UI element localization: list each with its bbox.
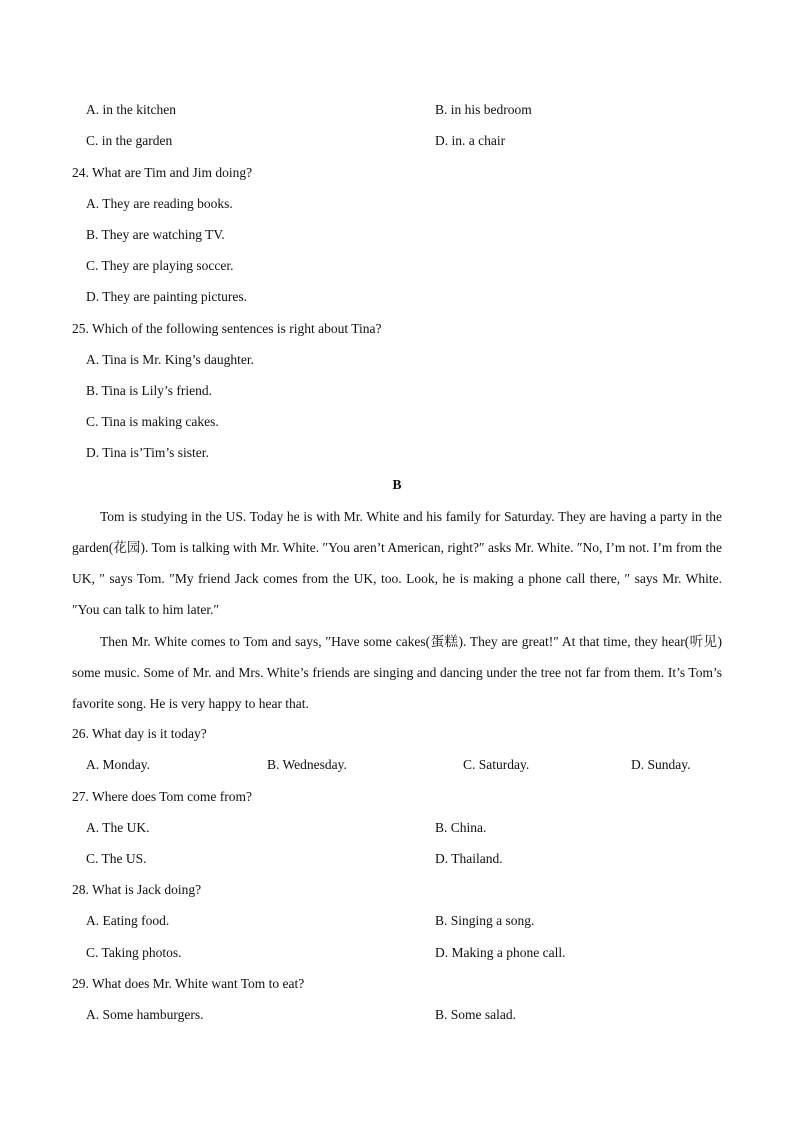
q23-option-d: D. in. a chair <box>435 133 506 148</box>
q23-option-a: A. in the kitchen <box>86 102 176 117</box>
q25-option-c: C. Tina is making cakes. <box>86 414 219 429</box>
q28-option-d: D. Making a phone call. <box>435 945 566 960</box>
q25-question: 25. Which of the following sentences is right about Tina? <box>72 321 382 336</box>
q27-option-b: B. China. <box>435 820 487 835</box>
q26-option-d: D. Sunday. <box>631 757 691 772</box>
q27-option-d: D. Thailand. <box>435 851 503 866</box>
q26-option-a: A. Monday. <box>86 757 150 772</box>
q24-option-d: D. They are painting pictures. <box>86 289 247 304</box>
q26-question: 26. What day is it today? <box>72 726 207 741</box>
passage-paragraph-2: Then Mr. White comes to Tom and says, ″Have some cakes(蛋糕). They are great!″ At that time, they hear(听见) some music. Some of Mr. and Mrs. White’s friends are singing and dancing under the tree not far from them. It’s Tom’s favorite song. He is very happy to hear that. <box>72 634 722 711</box>
q25-option-b: B. Tina is Lily’s friend. <box>86 383 213 398</box>
q24-option-c: C. They are playing soccer. <box>86 258 234 273</box>
q24-option-b: B. They are watching TV. <box>86 227 225 242</box>
q25-option-a: A. Tina is Mr. King’s daughter. <box>86 352 255 367</box>
q28-option-c: C. Taking photos. <box>86 945 182 960</box>
passage-paragraph-1: Tom is studying in the US. Today he is with Mr. White and his family for Saturday. They are having a party in the garden(花园). Tom is talking with Mr. White. ″You aren’t American, right?″ asks Mr. White. ″No, I’m not. I’m from the UK, ″ says Tom. ″My friend Jack comes from the UK, too. Look, he is making a phone call there, ″ says Mr. White. ″You can talk to him later.″ <box>72 509 722 617</box>
q24-option-a: A. They are reading books. <box>86 196 233 211</box>
q27-question: 27. Where does Tom come from? <box>72 789 253 804</box>
q28-question: 28. What is Jack doing? <box>72 882 202 897</box>
q26-option-c: C. Saturday. <box>463 757 530 772</box>
q28-option-a: A. Eating food. <box>86 913 170 928</box>
q29-option-b: B. Some salad. <box>435 1007 516 1022</box>
q27-option-c: C. The US. <box>86 851 147 866</box>
q26-option-b: B. Wednesday. <box>267 757 347 772</box>
q28-option-b: B. Singing a song. <box>435 913 535 928</box>
q23-option-c: C. in the garden <box>86 133 173 148</box>
q29-question: 29. What does Mr. White want Tom to eat? <box>72 976 305 991</box>
q24-question: 24. What are Tim and Jim doing? <box>72 165 253 180</box>
section-b-title: B <box>392 477 402 492</box>
q27-option-a: A. The UK. <box>86 820 150 835</box>
q23-option-b: B. in his bedroom <box>435 102 532 117</box>
q29-option-a: A. Some hamburgers. <box>86 1007 204 1022</box>
q25-option-d: D. Tina is’Tim’s sister. <box>86 445 209 460</box>
